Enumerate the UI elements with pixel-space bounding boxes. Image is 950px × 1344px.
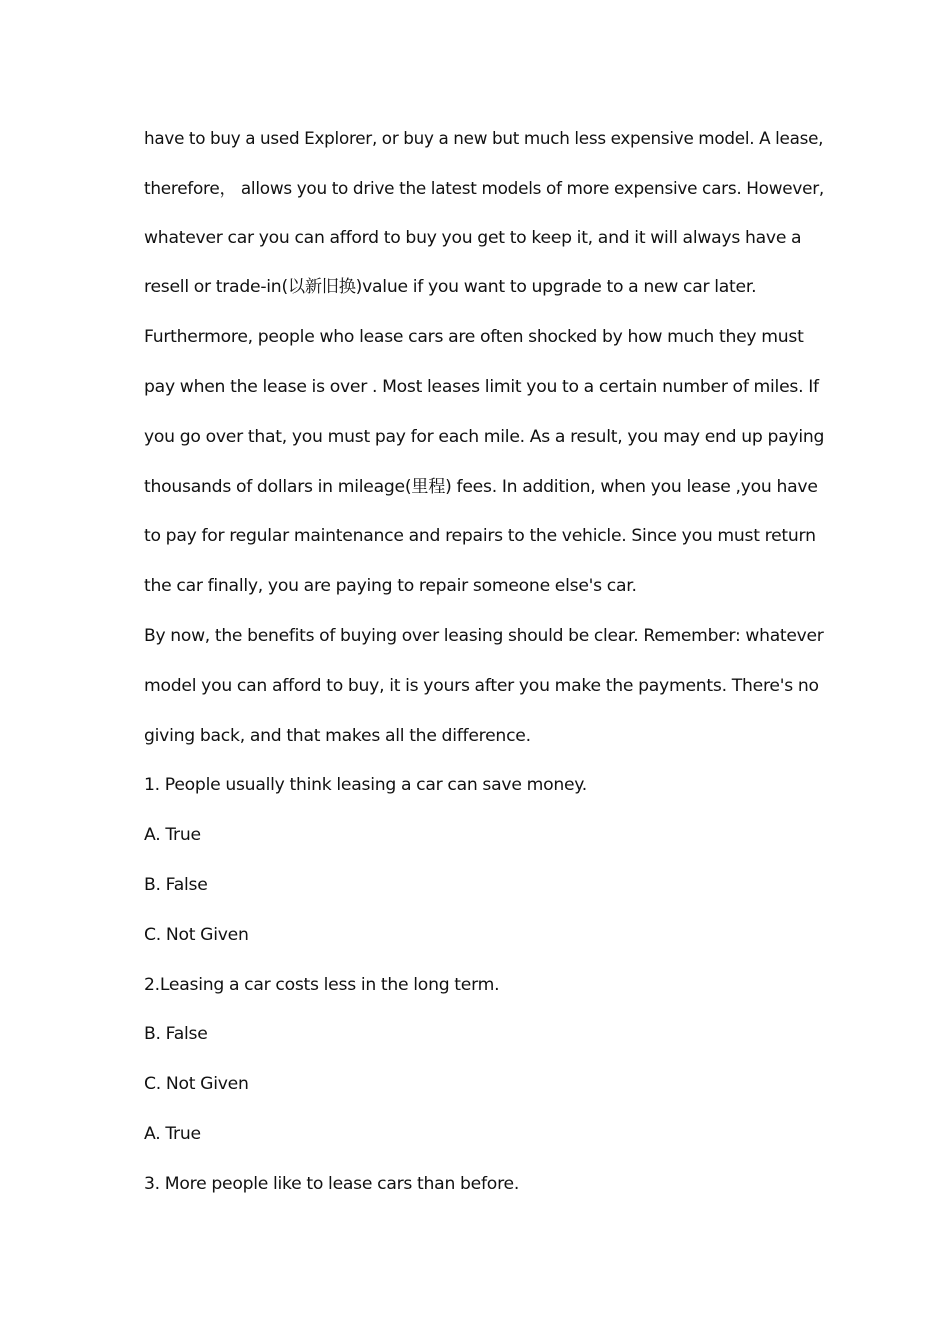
passage-line: thousands of dollars in mileage(里程) fees. In addition, when you lease ,you have bbox=[144, 476, 818, 497]
question-1: 1. People usually think leasing a car can save money. bbox=[144, 775, 587, 796]
question-1-option-c: C. Not Given bbox=[144, 924, 249, 945]
question-2-option-a: A. True bbox=[144, 1123, 201, 1144]
passage-line: have to buy a used Explorer, or buy a new but much less expensive model. A lease, bbox=[144, 128, 824, 148]
question-1-option-a: A. True bbox=[144, 825, 201, 846]
question-1-option-b: B. False bbox=[144, 874, 208, 895]
passage-line: giving back, and that makes all the difference. bbox=[144, 725, 531, 746]
passage-line: therefore， allows you to drive the latest models of more expensive cars. However, bbox=[144, 177, 824, 198]
passage-line: Furthermore, people who lease cars are often shocked by how much they must bbox=[144, 327, 804, 348]
question-2-option-b: B. False bbox=[144, 1024, 208, 1045]
passage-line: to pay for regular maintenance and repairs to the vehicle. Since you must return bbox=[144, 526, 816, 547]
passage-line: pay when the lease is over . Most leases limit you to a certain number of miles. If bbox=[144, 376, 819, 397]
passage-line: you go over that, you must pay for each mile. As a result, you may end up paying bbox=[144, 426, 825, 447]
question-2: 2.Leasing a car costs less in the long term. bbox=[144, 974, 500, 995]
passage-line: By now, the benefits of buying over leasing should be clear. Remember: whatever bbox=[144, 625, 824, 646]
passage-line: the car finally, you are paying to repair someone else's car. bbox=[144, 576, 637, 597]
passage-line: whatever car you can afford to buy you get to keep it, and it will always have a bbox=[144, 227, 802, 248]
document-body bbox=[144, 114, 824, 1210]
question-2-option-c: C. Not Given bbox=[144, 1074, 249, 1095]
passage-line: resell or trade-in(以新旧换)value if you want to upgrade to a new car later. bbox=[144, 277, 757, 298]
passage-line: model you can afford to buy, it is yours after you make the payments. There's no bbox=[144, 675, 819, 696]
question-3: 3. More people like to lease cars than before. bbox=[144, 1173, 520, 1194]
